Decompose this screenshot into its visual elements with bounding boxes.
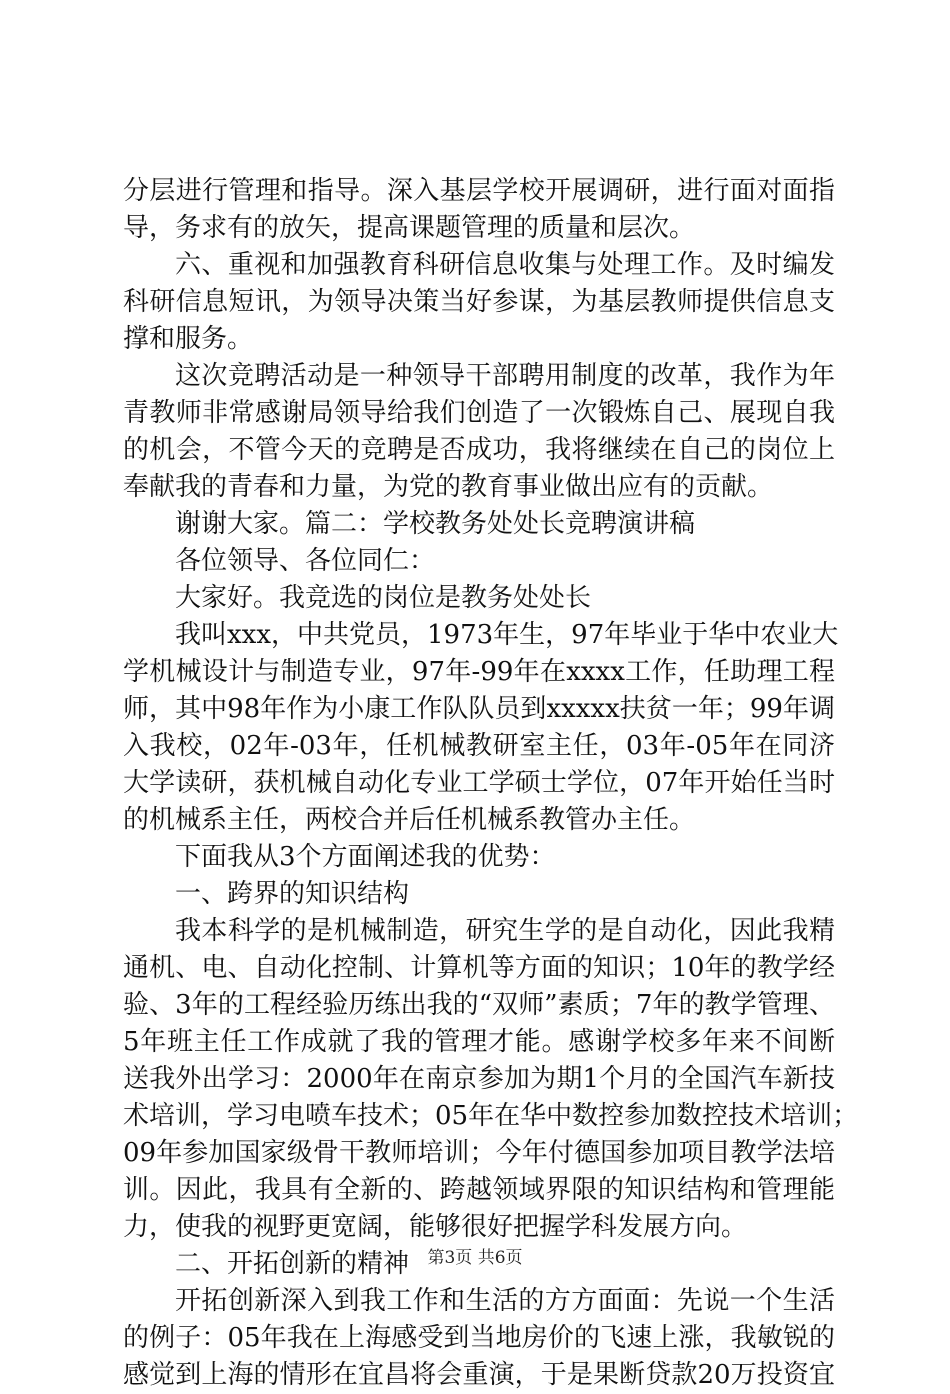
text-line: 开拓创新深入到我工作和生活的方方面面：先说一个生活 xyxy=(175,1286,835,1316)
text-line: 导，务求有的放矢，提高课题管理的质量和层次。 xyxy=(123,213,696,243)
page-number-footer: 第3页 共6页 xyxy=(427,1248,523,1268)
text-line: 分层进行管理和指导。深入基层学校开展调研，进行面对面指 xyxy=(123,176,835,206)
text-line: 下面我从3个方面阐述我的优势： xyxy=(175,842,556,872)
text-line: 学机械设计与制造专业，97年-99年在xxxx工作，任助理工程 xyxy=(123,657,835,687)
text-line: 谢谢大家。篇二：学校教务处处长竞聘演讲稿 xyxy=(175,509,696,539)
text-line: 一、跨界的知识结构 xyxy=(175,879,410,909)
text-line: 这次竞聘活动是一种领导干部聘用制度的改革，我作为年 xyxy=(175,361,835,391)
text-line: 我叫xxx，中共党员，1973年生，97年毕业于华中农业大 xyxy=(175,620,839,650)
text-line: 09年参加国家级骨干教师培训；今年付德国参加项目教学法培 xyxy=(123,1138,835,1168)
text-line: 通机、电、自动化控制、计算机等方面的知识；10年的教学经 xyxy=(123,953,835,983)
text-line: 科研信息短讯，为领导决策当好参谋，为基层教师提供信息支 xyxy=(123,287,835,317)
text-line: 各位领导、各位同仁： xyxy=(175,546,436,576)
text-line: 二、开拓创新的精神 xyxy=(175,1249,410,1279)
text-line: 师，其中98年作为小康工作队队员到xxxxx扶贫一年；99年调 xyxy=(123,694,835,724)
text-line: 大学读研，获机械自动化专业工学硕士学位，07年开始任当时 xyxy=(123,768,835,798)
text-line: 的例子：05年我在上海感受到当地房价的飞速上涨，我敏锐的 xyxy=(123,1323,835,1353)
text-line: 的机械系主任，两校合并后任机械系教管办主任。 xyxy=(123,805,696,835)
text-line: 验、3年的工程经验历练出我的“双师”素质；7年的教学管理、 xyxy=(123,990,835,1020)
text-line: 5年班主任工作成就了我的管理才能。感谢学校多年来不间断 xyxy=(123,1027,835,1057)
text-line: 送我外出学习：2000年在南京参加为期1个月的全国汽车新技 xyxy=(123,1064,835,1094)
text-line: 力，使我的视野更宽阔，能够很好把握学科发展方向。 xyxy=(123,1212,748,1242)
text-line: 入我校，02年-03年，任机械教研室主任，03年-05年在同济 xyxy=(123,731,835,761)
text-line: 我本科学的是机械制造，研究生学的是自动化，因此我精 xyxy=(175,916,835,946)
text-line: 的机会，不管今天的竞聘是否成功，我将继续在自己的岗位上 xyxy=(123,435,835,465)
text-line: 感觉到上海的情形在宜昌将会重演，于是果断贷款20万投资宜 xyxy=(123,1360,835,1390)
text-line: 六、重视和加强教育科研信息收集与处理工作。及时编发 xyxy=(175,250,835,280)
text-line: 青教师非常感谢局领导给我们创造了一次锻炼自己、展现自我 xyxy=(123,398,835,428)
text-line: 撑和服务。 xyxy=(123,324,254,354)
text-line: 训。因此，我具有全新的、跨越领域界限的知识结构和管理能 xyxy=(123,1175,835,1205)
text-line: 术培训，学习电喷车技术；05年在华中数控参加数控技术培训； xyxy=(123,1101,859,1131)
text-line: 奉献我的青春和力量，为党的教育事业做出应有的贡献。 xyxy=(123,472,774,502)
text-line: 大家好。我竞选的岗位是教务处处长 xyxy=(175,583,592,613)
document-body xyxy=(123,173,859,1394)
